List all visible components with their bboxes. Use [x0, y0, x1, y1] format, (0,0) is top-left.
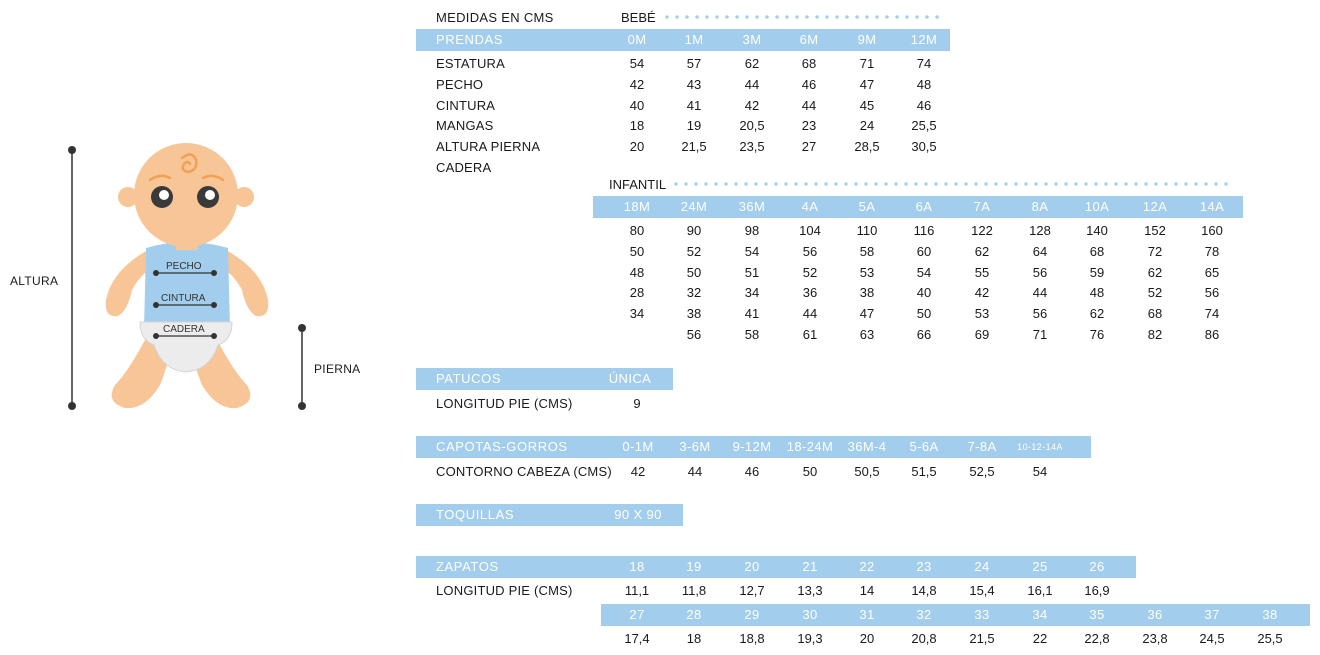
capotas-cell: 50	[802, 464, 818, 479]
zapatos-row2	[0, 630, 1320, 648]
infantil-cell: 48	[1089, 285, 1105, 301]
capotas-cell: 44	[687, 464, 703, 479]
infantil-cell: 61	[802, 327, 818, 342]
infantil-cell: 62	[1147, 264, 1163, 280]
patucos-header	[0, 368, 1320, 390]
patucos-cell: 9	[633, 396, 641, 411]
infantil-cell: 110	[856, 223, 878, 238]
bebe-row-label: MANGAS	[436, 118, 494, 134]
capotas-cell: 51,5	[911, 464, 937, 479]
bebe-cell: 27	[801, 139, 817, 155]
bebe-row-label: ALTURA PIERNA	[436, 139, 541, 155]
zapatos-header-cell: 22	[859, 559, 875, 574]
bebe-cell: 25,5	[911, 118, 937, 134]
infantil-cell: 56	[686, 327, 702, 342]
zapatos-header-cell: 25	[1032, 559, 1048, 574]
infantil-cell: 56	[1204, 285, 1220, 301]
bebe-header-cell: 3M	[742, 32, 762, 47]
bebe-row-label: ESTATURA	[436, 56, 506, 71]
zapatos-header2-cell: 34	[1032, 607, 1048, 622]
infantil-cell: 160	[1201, 223, 1223, 238]
infantil-cell: 54	[744, 243, 760, 259]
infantil-cell: 40	[916, 285, 932, 301]
bebe-cell: 28,5	[854, 139, 880, 155]
patucos-row-label: LONGITUD PIE (CMS)	[436, 396, 573, 411]
infantil-cell: 62	[974, 243, 990, 259]
infantil-header-cell: 10A	[1084, 199, 1110, 214]
infantil-cell: 82	[1147, 327, 1163, 342]
zapatos-cell: 14,8	[911, 583, 937, 598]
infantil-header-cell: 12A	[1142, 199, 1168, 214]
cintura-label: CINTURA	[161, 293, 206, 304]
patucos-header-cell: ÚNICA	[608, 371, 652, 386]
bebe-cell: 46	[916, 97, 932, 113]
infantil-cell: 52	[802, 264, 818, 280]
infantil-cell: 50	[686, 264, 702, 280]
bebe-cell: 23	[801, 118, 817, 134]
infantil-cell: 72	[1147, 243, 1163, 259]
zapatos-header2-cell: 30	[802, 607, 818, 622]
zapatos-row2-cell: 20,8	[911, 631, 937, 646]
altura-label: ALTURA	[10, 274, 59, 288]
bebe-header-cell: 6M	[799, 32, 819, 47]
zapatos-header2-cell: 31	[859, 607, 875, 622]
infantil-cell: 98	[744, 223, 760, 238]
bebe-cell: 62	[744, 56, 760, 71]
capotas-cell: 46	[744, 464, 760, 479]
bebe-cell: 18	[629, 118, 645, 134]
zapatos-cell: 16,9	[1084, 583, 1110, 598]
bebe-cell: 40	[629, 97, 645, 113]
infantil-cell: 34	[744, 285, 760, 301]
infantil-cell: 86	[1204, 327, 1220, 342]
infantil-cell: 36	[802, 285, 818, 301]
bebe-row-label: PECHO	[436, 76, 484, 92]
capotas-row	[0, 463, 1320, 481]
infantil-cell: 66	[916, 327, 932, 342]
bebe-cell: 71	[859, 56, 875, 71]
zapatos-header-cell: 18	[629, 559, 645, 574]
zapatos-header2-cell: 29	[744, 607, 760, 622]
cadera-label: CADERA	[163, 324, 205, 335]
zapatos-row	[0, 582, 1320, 600]
bebe-cell: 57	[686, 56, 702, 71]
zapatos-header2-cell: 35	[1089, 607, 1105, 622]
infantil-cell: 122	[971, 223, 993, 238]
infantil-cell: 59	[1089, 264, 1105, 280]
infantil-cell: 55	[974, 264, 990, 280]
infantil-header-cell: 6A	[915, 199, 933, 214]
zapatos-cell: 13,3	[797, 583, 823, 598]
zapatos-header2-cell: 36	[1147, 607, 1163, 622]
infantil-cell: 140	[1086, 223, 1108, 238]
zapatos-header-cell: 23	[916, 559, 932, 574]
bebe-cell: 46	[801, 76, 817, 92]
infantil-cell: 54	[916, 264, 932, 280]
bebe-cell: 19	[686, 118, 702, 134]
zapatos-cell: 14	[859, 583, 875, 598]
capotas-cell: 50,5	[854, 464, 880, 479]
bebe-cell: 44	[744, 76, 760, 92]
bebe-row-label: CADERA	[436, 160, 492, 175]
zapatos-header2-cell: 32	[916, 607, 932, 622]
infantil-cell: 62	[1089, 306, 1105, 322]
infantil-cell: 71	[1032, 327, 1048, 342]
bebe-header-cell: 1M	[684, 32, 704, 47]
infantil-cell: 56	[1032, 306, 1048, 322]
infantil-cell: 34	[629, 306, 645, 322]
zapatos-header2-cell: 38	[1262, 607, 1278, 622]
zapatos-header2-cell: 28	[686, 607, 702, 622]
infantil-cell: 41	[744, 306, 760, 322]
infantil-cell: 128	[1029, 223, 1051, 238]
zapatos-header2-cell: 27	[629, 607, 645, 622]
bebe-header-cell: 9M	[857, 32, 877, 47]
capotas-header-cell: 18-24M	[786, 439, 834, 454]
infantil-cell: 44	[802, 306, 818, 322]
infantil-cell: 63	[859, 327, 875, 342]
capotas-header-cell: 9-12M	[732, 439, 772, 454]
pierna-label: PIERNA	[314, 362, 361, 376]
bebe-cell: 21,5	[681, 139, 707, 155]
patucos-row	[0, 395, 1320, 413]
infantil-section-label: INFANTIL	[609, 177, 667, 192]
zapatos-row2-cell: 24,5	[1199, 631, 1225, 646]
zapatos-row2-cell: 19,3	[797, 631, 823, 646]
zapatos-row2-cell: 20	[859, 631, 875, 646]
bebe-section-label: BEBÉ	[621, 10, 656, 25]
zapatos-cell: 15,4	[969, 583, 995, 598]
infantil-cell: 69	[974, 327, 990, 342]
infantil-cell: 47	[859, 306, 875, 322]
infantil-cell: 52	[1147, 285, 1163, 301]
infantil-cell: 68	[1089, 243, 1105, 259]
infantil-cell: 52	[686, 243, 702, 259]
zapatos-cell: 11,8	[681, 583, 707, 598]
bebe-cell: 48	[916, 76, 932, 92]
infantil-cell: 56	[1032, 264, 1048, 280]
zapatos-row2-cell: 25,5	[1257, 631, 1283, 646]
zapatos-row2-cell: 23,8	[1142, 631, 1168, 646]
infantil-cell: 28	[629, 285, 645, 301]
capotas-header-cell: 10-12-14A	[1017, 442, 1063, 452]
infantil-cell: 32	[686, 285, 702, 301]
infantil-cell: 38	[859, 285, 875, 301]
capotas-cell: 52,5	[969, 464, 995, 479]
infantil-cell: 42	[974, 285, 990, 301]
infantil-header-cell: 7A	[973, 199, 991, 214]
bebe-cell: 41	[686, 97, 702, 113]
infantil-cell: 38	[686, 306, 702, 322]
zapatos-row2-cell: 22	[1032, 631, 1048, 646]
infantil-cell: 58	[744, 327, 760, 342]
infantil-cell: 116	[913, 223, 935, 238]
infantil-cell: 152	[1144, 223, 1166, 238]
capotas-header-label: CAPOTAS-GORROS	[436, 439, 568, 454]
zapatos-header-cell: 21	[802, 559, 818, 574]
infantil-header-cell: 36M	[738, 199, 766, 214]
infantil-cell: 53	[859, 264, 875, 280]
capotas-row-label: CONTORNO CABEZA (CMS)	[436, 464, 612, 479]
infantil-header-cell: 14A	[1199, 199, 1225, 214]
bebe-cell: 54	[629, 56, 645, 71]
zapatos-cell: 16,1	[1027, 583, 1053, 598]
infantil-cell: 60	[916, 243, 932, 259]
infantil-cell: 64	[1032, 243, 1048, 259]
infantil-cell: 56	[802, 243, 818, 259]
infantil-header-cell: 18M	[623, 199, 651, 214]
zapatos-row2-cell: 18,8	[739, 631, 765, 646]
zapatos-row-label: LONGITUD PIE (CMS)	[436, 583, 573, 598]
toquillas-header-label: TOQUILLAS	[436, 507, 515, 522]
zapatos-row2-cell: 21,5	[969, 631, 995, 646]
infantil-cell: 58	[859, 243, 875, 259]
capotas-cell: 42	[630, 464, 646, 479]
capotas-cell: 54	[1032, 464, 1048, 479]
zapatos-row2-cell: 22,8	[1084, 631, 1110, 646]
infantil-cell: 74	[1204, 306, 1220, 322]
infantil-cell: 53	[974, 306, 990, 322]
bebe-header-label: PRENDAS	[436, 32, 504, 47]
capotas-header-cell: 3-6M	[679, 439, 711, 454]
zapatos-cell: 12,7	[739, 583, 765, 598]
infantil-header-cell: 24M	[680, 199, 708, 214]
infantil-cell: 76	[1089, 327, 1105, 342]
bebe-cell: 45	[859, 97, 875, 113]
infantil-cell: 104	[799, 223, 821, 238]
infantil-cell: 50	[629, 243, 645, 259]
toquillas-header	[0, 504, 1320, 526]
bebe-cell: 23,5	[739, 139, 765, 155]
zapatos-header-cell: 26	[1089, 559, 1105, 574]
bebe-cell: 44	[801, 97, 817, 113]
bebe-cell: 24	[859, 118, 875, 134]
bebe-cell: 43	[686, 76, 702, 92]
bebe-cell: 20	[629, 139, 645, 155]
zapatos-header-label: ZAPATOS	[436, 559, 499, 574]
infantil-header-cell: 4A	[801, 199, 819, 214]
bebe-row-label: CINTURA	[436, 97, 496, 113]
capotas-header-cell: 0-1M	[622, 439, 654, 454]
bebe-cell: 30,5	[911, 139, 937, 155]
capotas-header-cell: 5-6A	[909, 439, 939, 454]
zapatos-header-cell: 24	[974, 559, 990, 574]
patucos-header-label: PATUCOS	[436, 371, 502, 386]
infantil-cell: 80	[629, 223, 645, 238]
bebe-header-cell: 12M	[910, 32, 938, 47]
zapatos-header2	[0, 604, 1320, 626]
infantil-cell: 50	[916, 306, 932, 322]
bebe-title: MEDIDAS EN CMS	[436, 10, 554, 25]
infantil-cell: 48	[629, 264, 645, 280]
toquillas-header-cell: 90 X 90	[614, 507, 662, 522]
pecho-label: PECHO	[166, 261, 202, 272]
zapatos-row2-cell: 17,4	[624, 631, 650, 646]
capotas-header	[0, 436, 1320, 458]
zapatos-header-cell: 20	[744, 559, 760, 574]
bebe-cell: 74	[916, 56, 932, 71]
capotas-header-cell: 36M-4	[847, 439, 887, 454]
zapatos-header2-cell: 33	[974, 607, 990, 622]
infantil-cell: 78	[1204, 243, 1220, 259]
infantil-header-cell: 5A	[858, 199, 876, 214]
bebe-header-cell: 0M	[627, 32, 647, 47]
infantil-header-cell: 8A	[1031, 199, 1049, 214]
zapatos-header-cell: 19	[686, 559, 702, 574]
bebe-cell: 20,5	[739, 118, 765, 134]
infantil-cell: 51	[744, 264, 760, 280]
bebe-cell: 42	[744, 97, 760, 113]
bebe-cell: 68	[801, 56, 817, 71]
zapatos-header	[0, 556, 1320, 578]
zapatos-header2-cell: 37	[1204, 607, 1220, 622]
bebe-cell: 47	[859, 76, 875, 92]
zapatos-cell: 11,1	[624, 583, 650, 598]
bebe-cell: 42	[629, 76, 645, 92]
zapatos-row2-cell: 18	[686, 631, 702, 646]
capotas-header-cell: 7-8A	[967, 439, 997, 454]
infantil-cell: 68	[1147, 306, 1163, 322]
infantil-cell: 90	[686, 223, 702, 238]
infantil-cell: 44	[1032, 285, 1048, 301]
infantil-cell: 65	[1204, 264, 1220, 280]
